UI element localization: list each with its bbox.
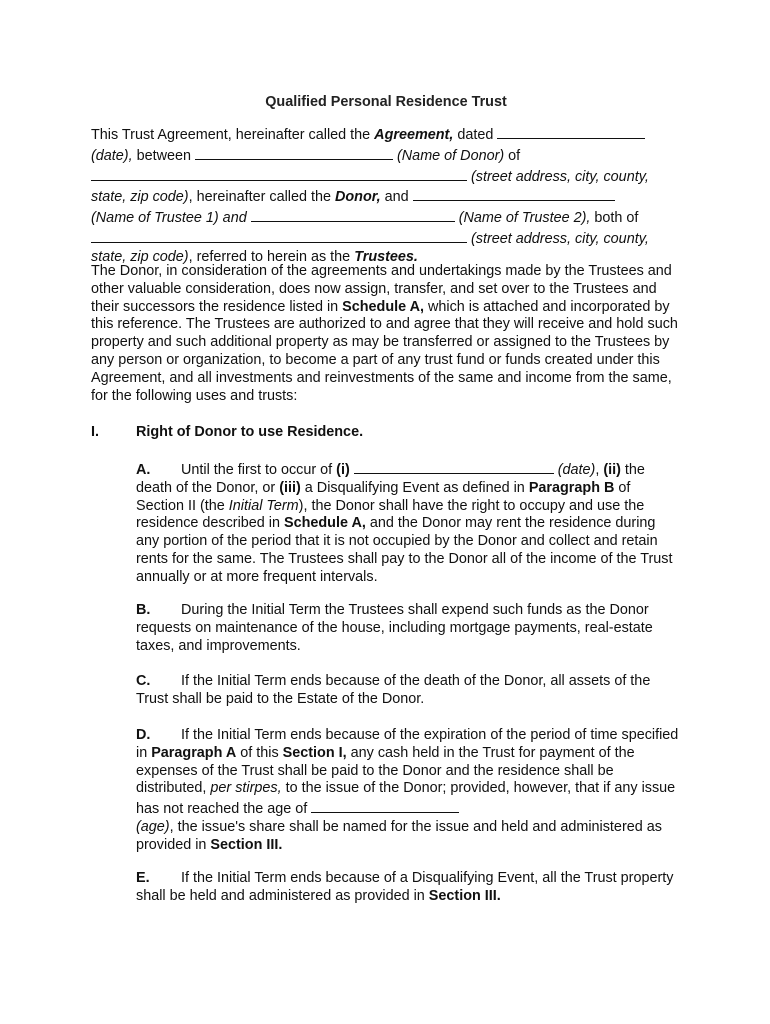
section-i-ref: Section I, xyxy=(282,744,347,761)
donor-consideration-paragraph xyxy=(91,263,681,405)
date-label: (date), xyxy=(91,147,133,164)
paragraph-text: , the issue's share shall be named for the issue and held and administered as provided in xyxy=(136,818,662,853)
paragraph-text: any cash held in the Trust for payment of the expenses of the Trust shall be paid to the Donor and the residence shall be distributed, xyxy=(136,744,635,797)
age-label: (age) xyxy=(136,818,170,835)
paragraph-text: During the Initial Term the Trustees shall expend such funds as the Donor requests on maintenance of the house, including mortgage payments, real-estate taxes, and improvements. xyxy=(136,602,653,654)
paragraph-text: and the Donor may rent the residence during any portion of the period that it is not occupied by the Donor and collect and retain rents for the same. The Trustees shall pay to the Donor all of the income of the Trust annually or at more frequent intervals. xyxy=(136,515,673,585)
section-heading-text: Right of Donor to use Residence. xyxy=(136,424,364,440)
section-iii-ref: Section III. xyxy=(210,836,283,853)
paragraph-text: , xyxy=(595,462,604,478)
intro-text: both of xyxy=(590,210,639,227)
intro-text: dated xyxy=(453,127,498,143)
term-date-blank[interactable] xyxy=(354,459,554,474)
intro-paragraph xyxy=(91,124,681,267)
address-label: (street address, city, county, xyxy=(467,230,649,247)
address-label: (street address, city, county, xyxy=(467,168,649,185)
age-blank[interactable] xyxy=(311,798,459,813)
section-iii-ref: Section III. xyxy=(428,887,501,904)
intro-text: This Trust Agreement, hereinafter called the xyxy=(91,127,375,143)
paragraph-text: If the Initial Term ends because of the expiration of the period of time specified in xyxy=(136,727,679,761)
agreement-term: Agreement, xyxy=(374,127,454,143)
date-blank[interactable] xyxy=(497,124,645,139)
paragraph-e xyxy=(136,870,681,906)
paragraph-text: of this xyxy=(236,744,283,761)
trustee1-name-blank[interactable] xyxy=(413,186,615,201)
initial-term: Initial Term xyxy=(228,497,299,514)
paragraph-b-ref: Paragraph B xyxy=(528,479,615,496)
intro-text: between xyxy=(132,147,195,164)
donor-term: Donor, xyxy=(335,189,381,206)
paragraph-b xyxy=(136,602,681,655)
trustee2-name-blank[interactable] xyxy=(251,207,455,222)
paragraph-text: of Section II (the xyxy=(136,479,631,514)
trustee2-label: (Name of Trustee 2), xyxy=(454,210,591,227)
schedule-a-ref: Schedule A, xyxy=(342,298,424,315)
clause-marker: (i) xyxy=(336,462,350,478)
paragraph-letter: E. xyxy=(136,870,150,886)
trustee1-label: (Name of Trustee 1) and xyxy=(91,210,251,227)
intro-text: and xyxy=(380,189,413,206)
paragraph-a xyxy=(136,459,681,587)
clause-marker: (iii) xyxy=(279,479,301,496)
trustees-term: Trustees. xyxy=(354,248,418,265)
section-i-heading xyxy=(91,424,681,442)
paragraph-text: The Donor, in consideration of the agreements and undertakings made by the Trustees and other valuable consideration, does now assign, transfer, and set over to the Trustees and their successors the residence listed in xyxy=(91,263,672,315)
clause-marker: (ii) xyxy=(603,462,621,478)
schedule-a-ref: Schedule A, xyxy=(284,515,366,532)
paragraph-text: a Disqualifying Event as defined in xyxy=(300,479,529,496)
paragraph-text: Until the first to occur of xyxy=(181,462,337,478)
paragraph-text: If the Initial Term ends because of the death of the Donor, all assets of the Trust shall be paid to the Estate of the Donor. xyxy=(136,673,651,707)
donor-name-label: (Name of Donor) xyxy=(397,147,505,164)
document-title: Qualified Personal Residence Trust xyxy=(265,94,507,110)
paragraph-text: the death of the Donor, or xyxy=(136,462,645,496)
intro-text: , hereinafter called the xyxy=(188,189,335,206)
paragraph-d xyxy=(136,727,681,855)
paragraph-text: which is attached and incorporated by this reference. The Trustees are authorized to and agree that they will receive and hold such property and such additional property as may be transferred or assigned to the Trustees by any person or organization, to become a part of any trust fund or funds created under this Agreement, and all investments and reinvestments of the same and income from the same, for the following uses and trusts: xyxy=(91,298,678,404)
paragraph-a-ref: Paragraph A xyxy=(151,744,237,761)
section-number: I. xyxy=(91,424,99,440)
paragraph-letter: C. xyxy=(136,673,151,689)
paragraph-letter: D. xyxy=(136,727,151,743)
paragraph-text: If the Initial Term ends because of a Disqualifying Event, all the Trust property shall be held and administered as provided in xyxy=(136,870,674,904)
paragraph-text: ), the Donor shall have the right to occupy and use the residence described in xyxy=(136,497,645,532)
address-label: state, zip code) xyxy=(91,189,189,206)
paragraph-c xyxy=(136,673,681,709)
paragraph-text: to the issue of the Donor; provided, however, that if any issue has not reached the age of xyxy=(136,780,676,818)
trustees-address-blank[interactable] xyxy=(91,228,467,243)
paragraph-letter: B. xyxy=(136,602,151,618)
intro-text: , referred to herein as the xyxy=(188,248,355,265)
paragraph-letter: A. xyxy=(136,462,151,478)
address-label: state, zip code) xyxy=(91,248,189,265)
date-label: (date) xyxy=(553,462,596,478)
donor-address-blank[interactable] xyxy=(91,166,467,181)
intro-text: of xyxy=(504,147,521,164)
donor-name-blank[interactable] xyxy=(195,145,393,160)
per-stirpes: per stirpes, xyxy=(210,780,282,797)
